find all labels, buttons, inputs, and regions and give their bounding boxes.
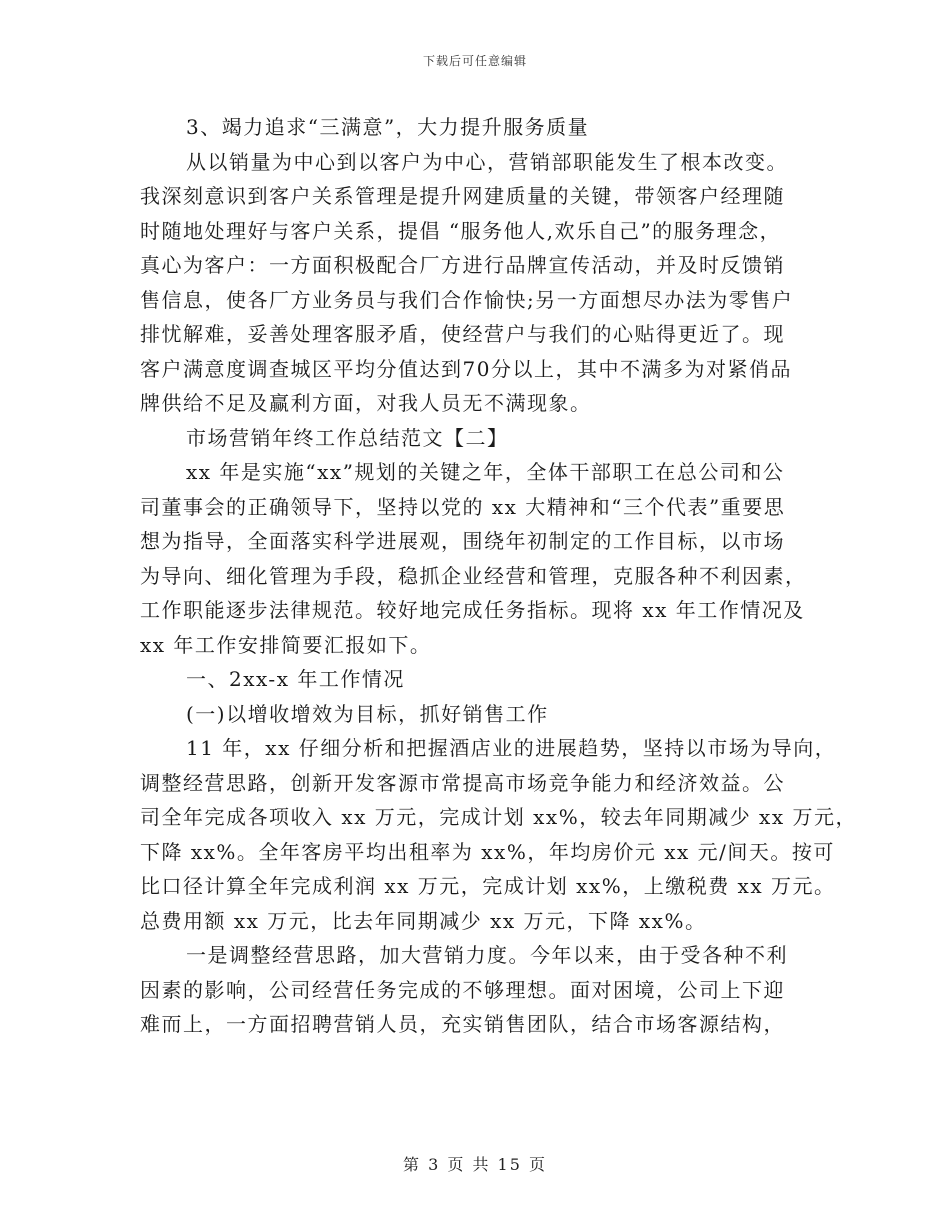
text-line: 11 年，xx 仔细分析和把握酒店业的进展趋势，坚持以市场为导向， (186, 736, 837, 760)
text-line: 工作职能逐步法律规范。较好地完成任务指标。现将 xx 年工作情况及 (140, 598, 805, 622)
text-line: 从以销量为中心到以客户为中心，营销部职能发生了根本改变。 (186, 149, 788, 174)
document-body (140, 112, 857, 1044)
text-line: 3、竭力追求“三满意”，大力提升服务质量 (186, 115, 590, 139)
text-line: 牌供给不足及赢利方面，对我人员无不满现象。 (140, 391, 592, 415)
text-line: 一、2xx-x 年工作情况 (186, 667, 405, 691)
text-line: 我深刻意识到客户关系管理是提升网建质量的关键，带领客户经理随 (140, 184, 785, 208)
text-line: 市场营销年终工作总结范文【二】 (186, 425, 509, 450)
page-header: 下载后可任意编辑 (422, 54, 527, 68)
text-line: 售信息，使各厂方业务员与我们合作愉快;另一方面想尽办法为零售户 (140, 287, 794, 312)
text-line: 因素的影响，公司经营任务完成的不够理想。面对困境，公司上下迎 (140, 977, 785, 1002)
text-line: (一)以增收增效为目标，抓好销售工作 (186, 701, 549, 726)
text-line: 时随地处理好与客户关系，提倡 “服务他人,欢乐自己”的服务理念， (140, 218, 782, 243)
text-line: 下降 xx%。全年客房平均出租率为 xx%，年均房价元 xx 元/间天。按可 (140, 839, 835, 864)
text-line: xx 年是实施“xx”规划的关键之年，全体干部职工在总公司和公 (186, 460, 785, 484)
text-line: 难而上，一方面招聘营销人员，充实销售团队，结合市场客源结构， (140, 1012, 785, 1036)
text-line: 司全年完成各项收入 xx 万元，完成计划 xx%，较去年同期减少 xx 万元， (140, 805, 857, 829)
text-line: 调整经营思路，创新开发客源市常提高市场竞争能力和经济效益。公 (140, 770, 785, 795)
text-line: 客户满意度调查城区平均分值达到70分以上，其中不满多为对紧俏品 (140, 356, 792, 381)
text-line: 总费用额 xx 万元，比去年同期减少 xx 万元，下降 xx%。 (140, 908, 707, 933)
text-line: 比口径计算全年完成利润 xx 万元，完成计划 xx%，上缴税费 xx 万元。 (140, 874, 836, 898)
page-footer: 第 3 页 共 15 页 (403, 1155, 547, 1174)
text-line: 为导向、细化管理为手段，稳抓企业经营和管理，克服各种不利因素， (140, 563, 807, 588)
text-line: 司董事会的正确领导下，坚持以党的 xx 大精神和“三个代表”重要思 (140, 494, 786, 519)
text-line: 真心为客户：一方面积极配合厂方进行品牌宣传活动，并及时反馈销 (140, 253, 785, 277)
text-line: 排忧解难，妥善处理客服矛盾，使经营户与我们的心贴得更近了。现 (140, 322, 785, 346)
text-line: xx 年工作安排简要汇报如下。 (140, 632, 432, 657)
text-line: 想为指导，全面落实科学进展观，围绕年初制定的工作目标，以市场 (140, 529, 785, 553)
text-line: 一是调整经营思路，加大营销力度。今年以来，由于受各种不利 (186, 943, 788, 967)
